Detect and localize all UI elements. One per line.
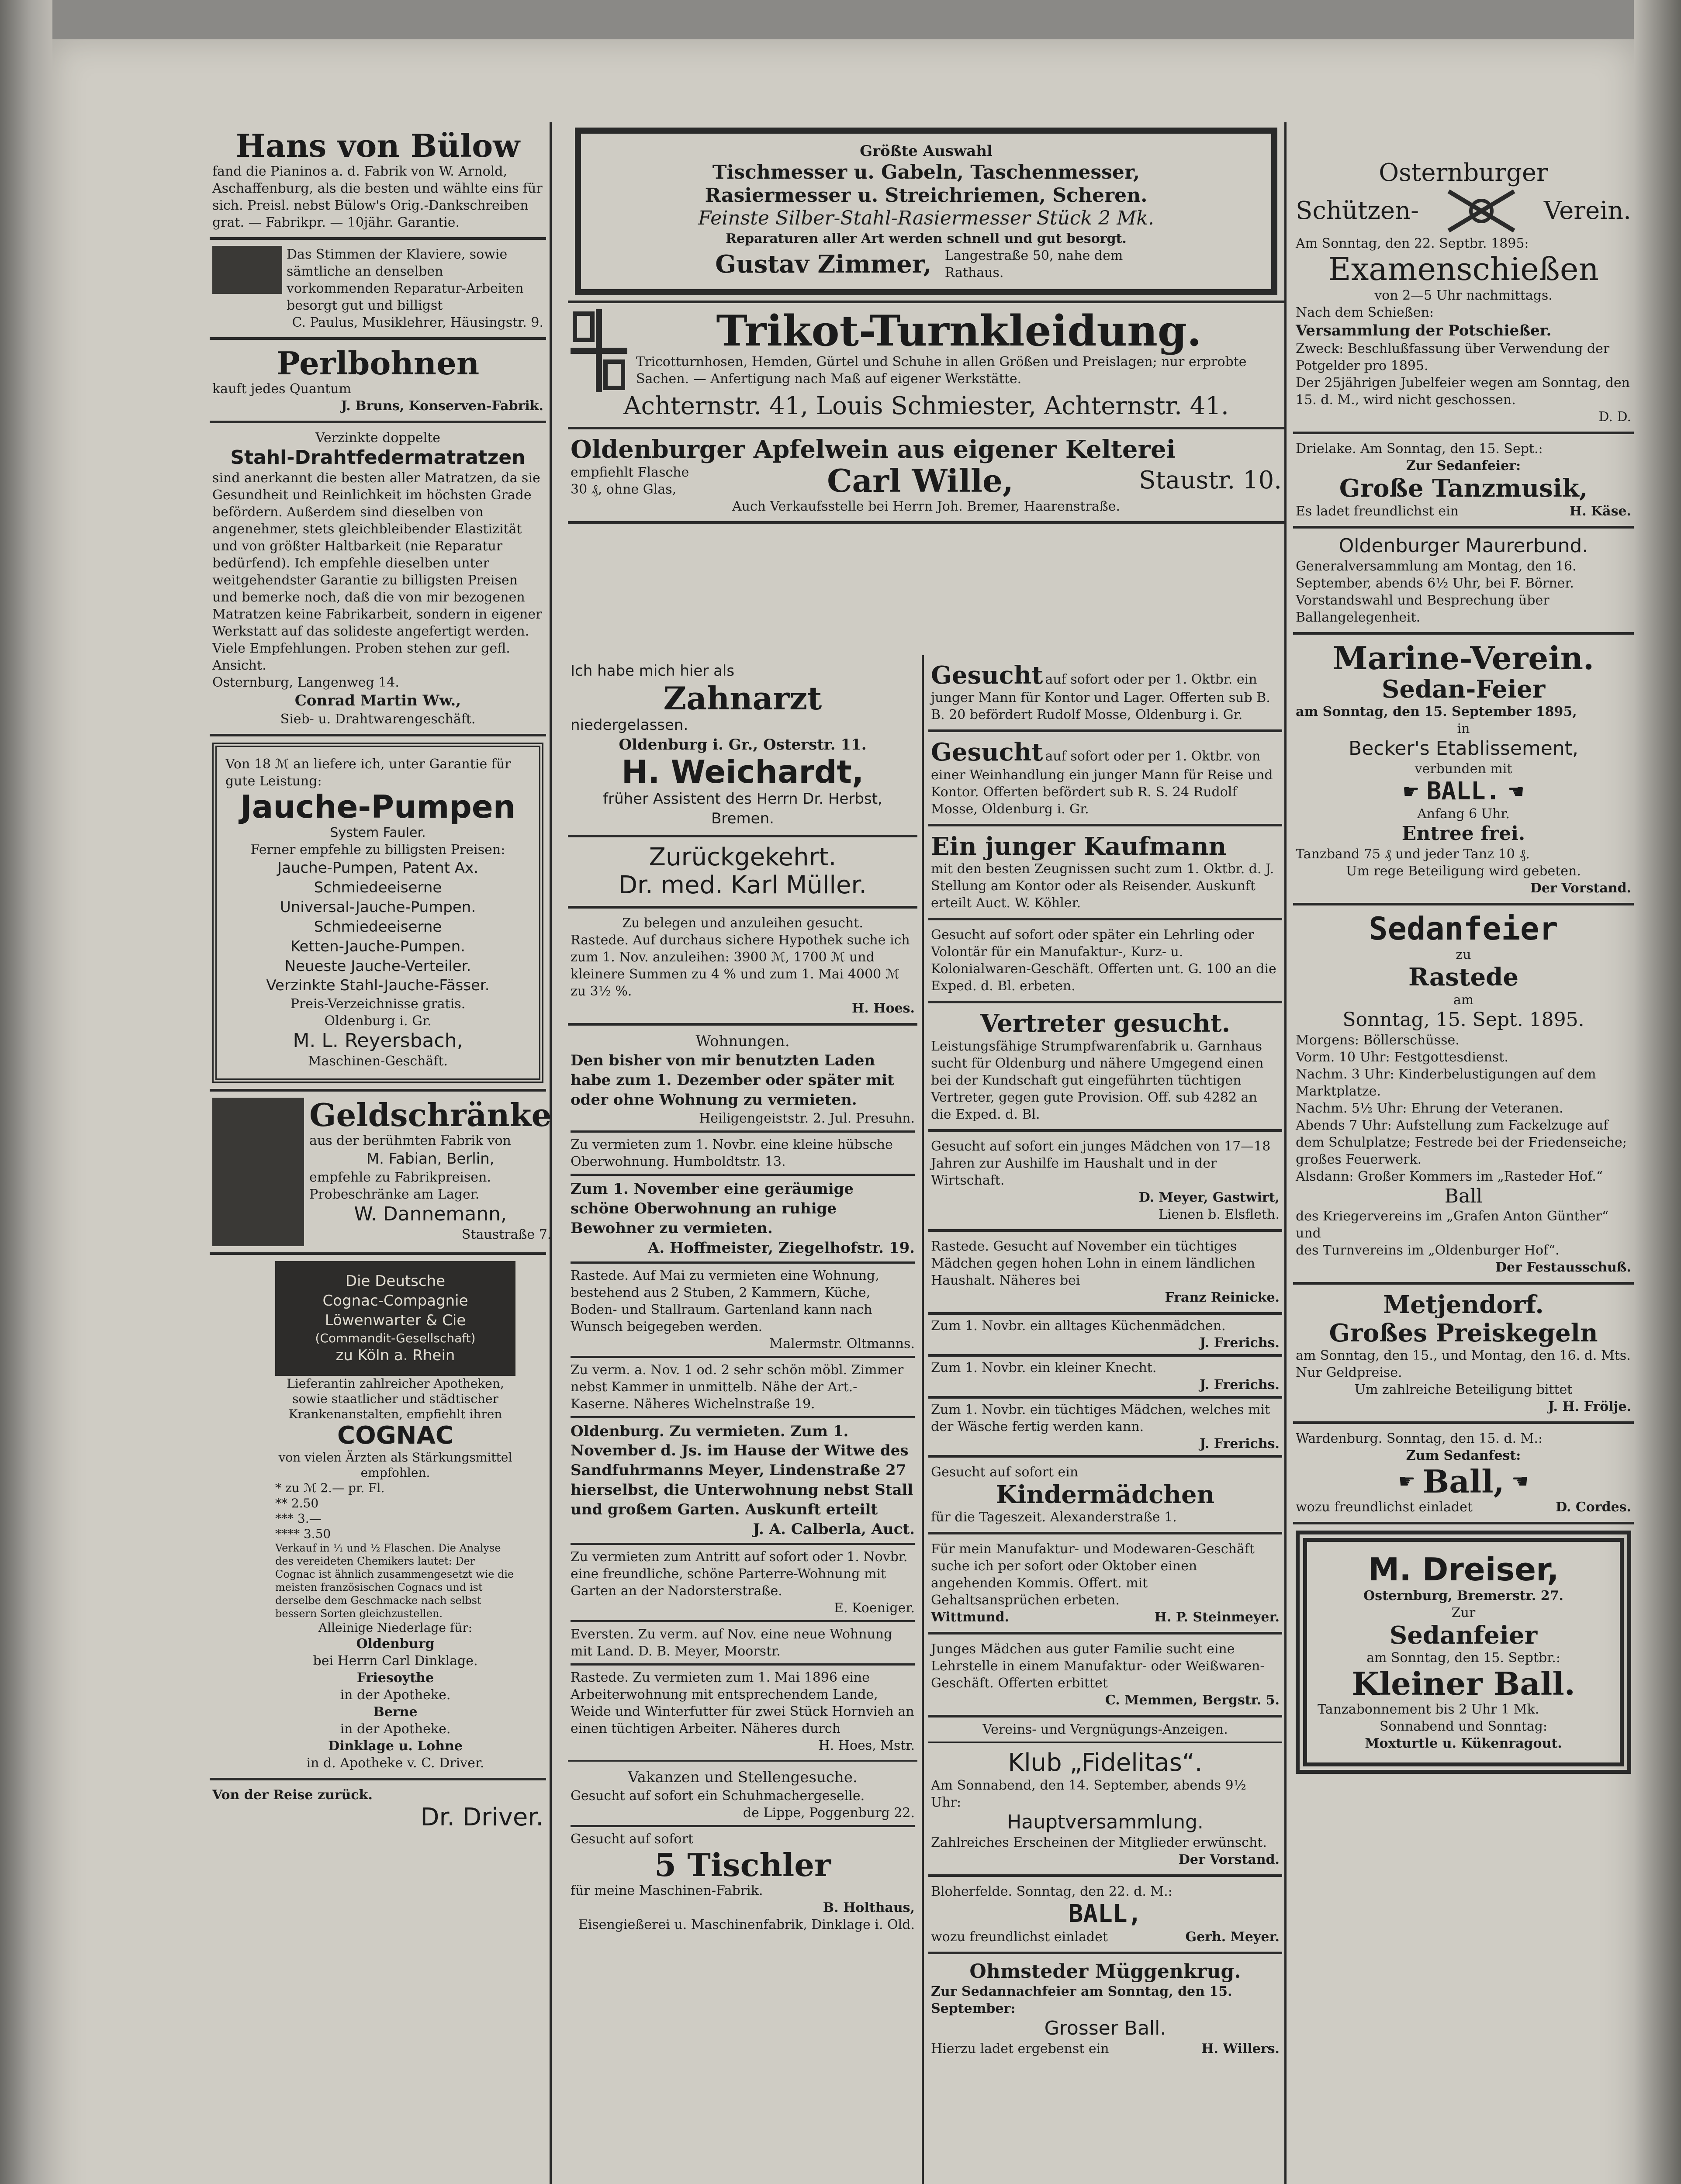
ad-entree: Entree frei. [1401, 822, 1525, 845]
ad-line: Um zahlreiche Beteiligung bittet [1354, 1382, 1573, 1398]
ad-text: fand die Pianinos a. d. Fabrik von W. Arnold, Aschaffenburg, als die besten und wählte eins für sich. Preisl. nebst Bülow's Orig.-Dankschreiben grat. — Fabrikpr. — 10jähr. Garantie. [212, 164, 543, 231]
ad-text: auf sofort oder per 1. Oktbr. ein junger Mann für Kontor und Lager. Offerten sub B. B. 20 befördert Rudolf Mosse, Oldenburg i. Gr. [931, 672, 1270, 723]
ad-apfelwein [568, 429, 1284, 524]
ad-pre: Verzinkte doppelte [315, 430, 441, 446]
ad-line: Drielake. Am Sonntag, den 15. Sept.: [1296, 441, 1543, 457]
ad-sign: J. Frerichs. [1199, 1335, 1280, 1351]
ad-sign: A. Hoffmeister, Ziegelhofstr. 19. [647, 1239, 915, 1257]
ad-sign: Franz Reinicke. [1165, 1289, 1280, 1305]
cognac-line: Lieferantin zahlreicher Apotheken, sowie staatlicher und städtischer Krankenanstalten, empfiehlt ihren [287, 1376, 504, 1421]
cognac-place: Berne [373, 1704, 418, 1720]
ad-text: Zu vermieten zum 1. Novbr. eine kleine hübsche Oberwohnung. Humboldtstr. 13. [571, 1137, 893, 1170]
ad-line: Osternburger [1379, 159, 1548, 187]
ad-line: Es ladet freundlichst ein [1296, 503, 1459, 519]
ad-title: 5 Tischler [654, 1846, 831, 1883]
ad-sign: Dr. Driver. [420, 1803, 543, 1832]
ad-text: Rastede. Gesucht auf November ein tüchtiges Mädchen gegen hohen Lohn in einem ländlichen Haushalt. Näheres bei [931, 1238, 1256, 1288]
ad-title: Gesucht [931, 661, 1043, 690]
column-1 [210, 122, 552, 1838]
ad-line: Um rege Beteiligung wird gebeten. [1346, 864, 1581, 879]
ad-title: Ball, [1422, 1463, 1505, 1500]
ad-metjendorf [1293, 1285, 1634, 1424]
ad-sign: de Lippe, Poggenburg 22. [743, 1805, 915, 1821]
cognac-price: ** 2.50 [275, 1496, 319, 1511]
section-head: Vakanzen und Stellengesuche. [628, 1768, 858, 1786]
cognac-place: Dinklage u. Lohne [328, 1738, 463, 1754]
ad-line: Versammlung der Potschießer. [1296, 321, 1552, 339]
ad-knecht [928, 1357, 1282, 1399]
ad-text: Für mein Manufaktur- und Modewaren-Geschäft suche ich per sofort oder Oktober einen angehenden Kommis. Offert. mit Gehaltsansprüchen erbeten. [931, 1541, 1255, 1608]
cognac-line: Alleinige Niederlage für: [318, 1621, 473, 1635]
ad-rastede [928, 1232, 1282, 1315]
ad-line: Zur [1451, 1605, 1476, 1621]
ad-item: Ketten-Jauche-Pumpen. [290, 937, 466, 955]
ad-line: Zur Sedanfeier: [1406, 458, 1521, 474]
ad-sign: C. Memmen, Bergstr. 5. [1105, 1692, 1280, 1708]
column-rule [1284, 122, 1287, 2184]
ad-sign: D. D. [1598, 409, 1631, 425]
safe-icon [212, 1098, 304, 1246]
ad-text: Rastede. Auf Mai zu vermieten eine Wohnung, bestehend aus 2 Stuben, 2 Kammern, Küche, Boden- und Stallraum. Gartenland kann nach Wunsch beigegeben werden. [571, 1268, 879, 1334]
ad-jauche [210, 736, 546, 1092]
crossed-rifles-icon [1444, 187, 1518, 235]
cognac-line: Die Deutsche [345, 1272, 446, 1290]
ad-text: Leistungsfähige Strumpfwarenfabrik u. Garnhaus sucht für Oldenburg und nähere Umgegend einen bei der Kundschaft gut eingeführten tüchtigen Vertreter, gegen gute Provision. Off. sub 4282 an die Exped. d. Bl. [931, 1038, 1264, 1122]
ad-sub: Sedanfeier [1389, 1621, 1538, 1650]
ad-line: niedergelassen. [571, 716, 688, 734]
ad-sub: Sieb- u. Drahtwarengeschäft. [280, 712, 476, 727]
ad-line: Bloherfelde. Sonntag, den 22. d. M.: [931, 1884, 1173, 1900]
ad-line: Nach dem Schießen: [1296, 304, 1434, 320]
ad-line: Hierzu ladet ergebenst ein [931, 2041, 1109, 2057]
ad-schuetzenverein [1293, 153, 1634, 434]
ad-text: für meine Maschinen-Fabrik. [571, 1883, 763, 1898]
ad-sign: J. A. Calberla, Auct. [753, 1520, 915, 1538]
section-head: Wohnungen. [695, 1032, 790, 1050]
ad-text: kauft jedes Quantum [212, 381, 351, 397]
column-2-top [568, 122, 1284, 524]
ad-text: Tricotturnhosen, Hemden, Gürtel und Schuhe in allen Größen und Preislagen; nur erprobte Sachen. — Anfertigung nach Maß auf eigener Werkstätte. [636, 354, 1247, 387]
ad-line: des Turnvereins im „Oldenburger Hof“. [1296, 1243, 1560, 1258]
ad-sign: H. Hoes. [851, 1000, 915, 1016]
cognac-place-text: bei Herrn Carl Dinklage. [313, 1653, 478, 1669]
ad-title: Perlbohnen [276, 345, 480, 382]
ad-sign: Der Vorstand. [1178, 1852, 1280, 1868]
ad-sign: J. Bruns, Konserven-Fabrik. [341, 398, 543, 414]
ad-line: früher Assistent des Herrn Dr. Herbst, Bremen. [603, 790, 882, 827]
ad-marine-verein [1293, 635, 1634, 906]
ad-line: Zurückgekehrt. [649, 843, 837, 871]
ad-title: Trikot-Turnkleidung. [716, 306, 1202, 356]
ad-date: Sonntag, 15. Sept. 1895. [1342, 1008, 1584, 1031]
ad-kuechenmaedchen [928, 1315, 1282, 1357]
ad-sign: M. L. Reyersbach, [293, 1030, 463, 1052]
ad-line: Schützen- [1296, 197, 1419, 225]
section-vereine [928, 1717, 1282, 1743]
ad-line: Tanzabonnement bis 2 Uhr 1 Mk. [1318, 1702, 1539, 1717]
ad-text: Oldenburg. Zu vermieten. Zum 1. November d. Js. im Hause der Witwe des Sandfuhrmanns Meyer, Lindenstraße 27 hierselbst, die Unterwohnung nebst Stall und großem Garten. Auskunft erteilt [571, 1422, 913, 1519]
ad-line: Der 25jährigen Jubelfeier wegen am Sonntag, den 15. d. M., wird nicht geschossen. [1296, 375, 1630, 408]
cognac-title: COGNAC [337, 1421, 453, 1450]
cognac-place-text: in der Apotheke. [340, 1721, 451, 1737]
ad-text: mit den besten Zeugnissen sucht zum 1. Oktbr. d. J. Stellung am Kontor oder als Reisender. Auskunft erteilt Auct. W. Köhler. [931, 861, 1274, 911]
ad-text: Zum 1. Novbr. ein alltages Küchenmädchen. [931, 1318, 1226, 1334]
ad-title: Zahnarzt [663, 679, 822, 717]
ad-line: Am Sonntag, den 22. Septbr. 1895: [1296, 236, 1529, 252]
ad-item: Verzinkte Stahl-Jauche-Fässer. [266, 977, 490, 995]
ad-sign: H. Hoes, Mstr. [818, 1738, 915, 1753]
cognac-place-text: in der Apotheke. [340, 1687, 451, 1703]
ad-line: wozu freundlichst einladet [1296, 1500, 1473, 1515]
ad-line: Verein. [1543, 197, 1631, 225]
section-head: Vereins- und Vergnügungs-Anzeigen. [982, 1721, 1228, 1737]
ad-maedchen [928, 1132, 1282, 1232]
ad-matratzen [210, 423, 546, 736]
ad-title: Ein junger Kaufmann [931, 832, 1227, 861]
ad-place: Rastede [1408, 963, 1518, 992]
ad-sign: Der Festausschuß. [1495, 1260, 1631, 1275]
turner-cross-icon [571, 309, 627, 392]
ad-text: Ferner empfehle zu billigsten Preisen: [250, 842, 505, 858]
ad-line: Dr. med. Karl Müller. [618, 871, 867, 900]
ad-sub: Eisengießerei u. Maschinenfabrik, Dinklage i. Old. [578, 1917, 915, 1932]
ad-title: Oldenburger Apfelwein aus eigener Kelterei [571, 435, 1176, 464]
pointing-hand-icon: ☛ [1402, 780, 1420, 803]
ad-kaufmann [928, 826, 1282, 920]
pointing-hand-icon: ☚ [1511, 1470, 1529, 1493]
ad-geldschraenke [210, 1092, 552, 1255]
ad-line: Zu belegen und anzuleihen gesucht. [622, 915, 863, 931]
ad-text: Eversten. Zu verm. auf Nov. eine neue Wohnung mit Land. D. B. Meyer, Moorstr. [571, 1626, 892, 1659]
ad-sign: Carl Wille, [827, 462, 1013, 500]
column-3 [928, 655, 1282, 2063]
ad-line: Rasiermesser u. Streichriemen, Scheren. [705, 184, 1148, 207]
ad-line: Alsdann: Großer Kommers im „Rasteder Hof.“ [1296, 1168, 1603, 1184]
ad-line: Osternburg, Bremerstr. 27. [1363, 1588, 1563, 1603]
ad-fidelitas [928, 1743, 1282, 1877]
ad-ohmsteder [928, 1954, 1282, 2064]
ad-system: System Fauler. [330, 825, 426, 841]
ad-sub: Sedan-Feier [1381, 674, 1546, 704]
ad-text: aus der berühmten Fabrik von [309, 1133, 511, 1149]
ad-line: Grosser Ball. [1044, 2017, 1166, 2040]
ad-vertreter [928, 1003, 1282, 1131]
ad-title: Gesucht [931, 738, 1043, 767]
ad-sign: J. Frerichs. [1199, 1436, 1280, 1451]
ad-text: empfehle zu Fabrikpreisen. Probeschränke am Lager. [309, 1170, 491, 1203]
ad-maurerbund [1293, 529, 1634, 635]
ad-kindermaedchen [928, 1458, 1282, 1534]
ad-text: Zu vermieten zum Antritt auf sofort oder 1. Novbr. eine freundliche, schöne Parterre-Wohnung mit Garten an der Nadorsterstraße. [571, 1549, 908, 1599]
ad-text: Rastede. Auf durchaus sichere Hypothek suche ich zum 1. Nov. anzuleihen: 3900 ℳ, 1700 ℳ und kleinere Summen zu 4 % und zum 1. Mai 4000 ℳ zu 3½ %. [571, 932, 910, 999]
column-rule [922, 655, 924, 2184]
ad-line: Am Sonnabend, den 14. September, abends 9½ Uhr: [931, 1778, 1246, 1811]
pointing-hand-icon: ☛ [1398, 1470, 1416, 1493]
ad-title: Oldenburger Maurerbund. [1339, 534, 1588, 557]
ad-line: Zum Sedanfest: [1406, 1448, 1521, 1464]
ad-title: Kindermädchen [996, 1480, 1215, 1509]
ad-drielake [1293, 434, 1634, 528]
ad-sign: Malermstr. Oltmanns. [769, 1336, 915, 1351]
ad-ball: BALL. [1426, 777, 1501, 806]
ad-text: empfiehlt Flasche 30 ₰, ohne Glas, [571, 464, 689, 497]
ad-zahnarzt [568, 655, 917, 837]
ad-line: am Sonntag, den 15. September 1895, [1296, 704, 1577, 720]
ad-item: Schmiedeeiserne [314, 879, 442, 897]
ad-line: Anfang 6 Uhr. [1417, 806, 1510, 822]
ad-line: Morgens: Böllerschüsse. [1296, 1032, 1460, 1048]
cognac-line: Verkauf in ⅟₁ und ½ Flaschen. Die Analyse des vereideten Chemikers lautet: Der Cognac ist ähnlich zusammengesetzt wie die meisten französischen Cognacs und ist derselbe dem Geschmacke nach selbst bessern Sorten gleichzustellen. [275, 1542, 514, 1620]
ad-sign: H. P. Steinmeyer. [1154, 1609, 1280, 1625]
ad-title: Metjendorf. [1383, 1290, 1544, 1320]
ad-sub: Großes Preiskegeln [1329, 1318, 1598, 1348]
ad-line: Vorm. 10 Uhr: Festgottesdienst. [1296, 1049, 1508, 1065]
ad-title: Große Tanzmusik, [1339, 474, 1588, 503]
ad-ball: Ball [1444, 1185, 1483, 1207]
ad-line: Nachm. 3 Uhr: Kinderbelustigungen auf dem Marktplatze. [1296, 1066, 1596, 1099]
ad-line: Ich habe mich hier als [571, 662, 735, 680]
ad-wohnungen [568, 1026, 917, 1762]
ad-sign: H. Willers. [1201, 2041, 1280, 2057]
ad-line: für die Tageszeit. Alexanderstraße 1. [931, 1509, 1177, 1525]
ad-item: Schmiedeeiserne [314, 918, 442, 936]
ad-line: Tanzband 75 ₰ und jeder Tanz 10 ₰. [1296, 847, 1530, 862]
ad-title: Ohmsteder Müggenkrug. [969, 1960, 1241, 1983]
ad-perlbohnen [210, 340, 546, 423]
ad-mueller [568, 837, 917, 909]
ad-title: Hans von Bülow [235, 127, 520, 164]
ad-title: Geldschränke [309, 1096, 552, 1134]
ad-place: Becker's Etablissement, [1349, 737, 1578, 760]
ad-title: Klub „Fidelitas“. [1008, 1748, 1203, 1777]
ad-line: Größte Auswahl [860, 142, 993, 160]
ad-vakanzen [568, 1762, 917, 1939]
ad-title: Examenschießen [1328, 251, 1599, 288]
ad-gesucht-1 [928, 655, 1282, 732]
ad-sub: Auch Verkaufsstelle bei Herrn Joh. Bremer, Haarenstraße. [732, 499, 1121, 515]
ad-line: zu [1456, 947, 1471, 963]
piano-icon [212, 246, 282, 294]
ad-zimmer [568, 122, 1284, 303]
ad-hypothek [568, 909, 917, 1026]
cognac-line: von vielen Ärzten als Stärkungsmittel empfohlen. [278, 1450, 512, 1480]
ad-text: Gesucht auf sofort ein junges Mädchen von 17—18 Jahren zur Aushilfe im Haushalt und in der Wirtschaft. [931, 1138, 1271, 1188]
ad-intro: Von 18 ℳ an liefere ich, unter Garantie für gute Leistung: [225, 757, 511, 789]
ad-sub: Staustraße 7. [461, 1227, 552, 1243]
ad-line: Zahlreiches Erscheinen der Mitglieder erwünscht. [931, 1835, 1267, 1851]
ad-buelow [210, 122, 546, 240]
ad-wardenburg [1293, 1424, 1634, 1524]
ad-item: Jauche-Pumpen, Patent Ax. [277, 859, 478, 877]
ad-text: Zum 1. Novbr. ein kleiner Knecht. [931, 1360, 1157, 1375]
ad-sign: D. Meyer, Gastwirt, [1138, 1189, 1280, 1205]
ad-sub: Maschinen-Geschäft. [308, 1054, 448, 1069]
ad-place: Oldenburg i. Gr. [324, 1013, 432, 1029]
ad-sign: J. H. Frölje. [1548, 1399, 1631, 1415]
ad-line: verbunden mit [1415, 761, 1512, 777]
ad-sign: Gerh. Meyer. [1185, 1929, 1280, 1945]
ad-sign: Gustav Zimmer, [715, 250, 932, 279]
ad-line: am Sonntag, den 15., und Montag, den 16. d. Mts. Nur Geldpreise. [1296, 1348, 1631, 1381]
ad-line: Nachm. 5½ Uhr: Ehrung der Veteranen. [1296, 1100, 1563, 1116]
ad-text: Zu verm. a. Nov. 1 od. 2 sehr schön möbl. Zimmer nebst Kammer in unmittelb. Nähe der Art.-Kaserne. Näheres Wichelnstraße 19. [571, 1362, 904, 1412]
ad-sign: H. Käse. [1569, 503, 1631, 519]
ad-lehrstelle [928, 1635, 1282, 1717]
ad-text: Den bisher von mir benutzten Laden habe zum 1. Dezember oder später mit oder ohne Wohnung zu vermieten. [571, 1052, 894, 1109]
ad-addr: Staustr. 10. [1139, 466, 1282, 495]
ad-fabian: M. Fabian, Berlin, [366, 1150, 495, 1168]
cognac-price: **** 3.50 [275, 1527, 331, 1541]
ad-title: Marine-Verein. [1332, 639, 1594, 677]
ad-addr: Langestraße 50, nahe dem Rathaus. [944, 248, 1123, 281]
ad-sign: D. Cordes. [1556, 1500, 1631, 1515]
ad-line: Feinste Silber-Stahl-Rasiermesser Stück 2 Mk. [698, 207, 1154, 230]
ad-sign: B. Holthaus, [823, 1900, 915, 1915]
ad-text: Gesucht auf sofort ein Schuhmachergeselle. [571, 1788, 865, 1804]
ad-addr: Achternstr. 41, Louis Schmiester, Achternstr. 41. [623, 392, 1229, 421]
book-edge-right [1634, 0, 1681, 2184]
ad-sign: Der Vorstand. [1530, 881, 1631, 896]
column-2 [568, 655, 917, 1939]
cognac-line: Cognac-Compagnie [322, 1292, 468, 1310]
column-4 [1293, 153, 1634, 1780]
ad-title: Stahl-Drahtfedermatratzen [230, 446, 526, 469]
ad-ball: Kleiner Ball. [1352, 1665, 1575, 1702]
ad-item: Universal-Jauche-Pumpen. [280, 898, 476, 916]
ad-modewaren [928, 1534, 1282, 1635]
ad-text: auf sofort oder per 1. Oktbr. von einer Weinhandlung ein junger Mann für Reise und Kontor. Offerten befördert sub R. S. 24 Rudolf Mosse, Oldenburg i. Gr. [931, 749, 1273, 817]
ad-text: Zum 1. Novbr. ein tüchtiges Mädchen, welches mit der Wäsche fertig werden kann. [931, 1402, 1270, 1434]
ad-gesucht-2 [928, 732, 1282, 826]
ad-sign: J. Frerichs. [1199, 1377, 1280, 1393]
ad-text: sind anerkannt die besten aller Matratzen, da sie Gesundheit und Reinlichkeit im höchsten Grade befördern. Außerdem sind dieselben von angenehmer, stets gleichbleibender Elastizität und von größter Haltbarkeit (nie Reparatur bedürfend). Ich empfehle dieselben unter weitgehendster Garantie zu billigsten Preisen und bemerke noch, daß die von mir bezogenen Matratzen keine Fabrikarbeit, sondern in eigener Werkstatt auf das solideste angefertigt werden. Viele Empfehlungen. Proben stehen zur gefl. Ansicht. [212, 470, 542, 674]
cognac-line: Löwenwarter & Cie [325, 1311, 466, 1329]
ad-sign: E. Koeniger. [834, 1600, 915, 1616]
ad-sedanfeier-rastede [1293, 905, 1634, 1285]
ad-line: Gesucht auf sofort ein [931, 1464, 1079, 1480]
ad-dreiser [1293, 1524, 1634, 1780]
ad-text: Gesucht auf sofort oder später ein Lehrling oder Volontär für ein Manufaktur-, Kurz- u. Kolonialwaren-Geschäft. Offerten unt. G. 100 an die Exped. d. Bl. erbeten. [931, 927, 1276, 994]
ad-text: Junges Mädchen aus guter Familie sucht eine Lehrstelle in einem Manufaktur- oder Weißwaren-Geschäft. Offerten erbittet [931, 1641, 1265, 1691]
cognac-place: Friesoythe [356, 1670, 434, 1686]
ad-title: Vertreter gesucht. [980, 1009, 1231, 1038]
ad-sign: H. Weichardt, [621, 753, 864, 790]
cognac-line: zu Köln a. Rhein [336, 1346, 455, 1364]
ad-line: Sonnabend und Sonntag: [1379, 1719, 1548, 1735]
ad-line: am [1453, 992, 1474, 1008]
ad-prices: Preis-Verzeichnisse gratis. [290, 996, 466, 1012]
cognac-line: (Commandit-Gesellschaft) [315, 1330, 476, 1345]
ad-line: Zur Sedannachfeier am Sonntag, den 15. September: [931, 1984, 1232, 2017]
cognac-place: Oldenburg [356, 1636, 435, 1652]
ad-line: des Kriegervereins im „Grafen Anton Günther“ und [1296, 1209, 1609, 1241]
ad-waesche [928, 1399, 1282, 1458]
ad-line: wozu freundlichst einladet [931, 1929, 1108, 1945]
ad-trikot [568, 303, 1284, 429]
ad-title: BALL, [1068, 1900, 1142, 1928]
ad-title: Jauche-Pumpen [240, 788, 515, 826]
ad-driver [210, 1780, 546, 1838]
ad-line: Wardenburg. Sonntag, den 15. d. M.: [1296, 1431, 1543, 1447]
ad-line: Zweck: Beschlußfassung über Verwendung der Potgelder pro 1895. [1296, 341, 1610, 374]
ad-line: Reparaturen aller Art werden schnell und gut besorgt. [726, 231, 1127, 247]
cognac-place-text: in d. Apotheke v. C. Driver. [306, 1755, 484, 1771]
cognac-price: * zu ℳ 2.— pr. Fl. [275, 1481, 385, 1496]
ad-sign: W. Dannemann, [354, 1203, 507, 1226]
ad-line: Abends 7 Uhr: Aufstellung zum Fackelzuge auf dem Schulplatze; Festrede bei der Friedenseiche; großes Feuerwerk. [1296, 1117, 1627, 1167]
ad-text: Gesucht auf sofort [571, 1831, 694, 1847]
cognac-price: *** 3.— [275, 1511, 322, 1526]
ad-line: Moxturtle u. Kükenragout. [1365, 1736, 1562, 1752]
ad-text: Das Stimmen der Klaviere, sowie sämtliche an denselben vorkommenden Reparatur-Arbeiten besorgt gut und billigst [287, 247, 524, 314]
ad-line: in [1457, 721, 1470, 737]
ad-title: Sedanfeier [1369, 910, 1558, 947]
ad-line: am Sonntag, den 15. Septbr.: [1366, 1650, 1560, 1666]
ad-sign: Heiligengeiststr. 2. Jul. Presuhn. [699, 1111, 915, 1127]
ad-place: Wittmund. [931, 1609, 1010, 1625]
ad-place: Osternburg, Langenweg 14. [212, 675, 399, 691]
ad-klaviere [210, 240, 546, 340]
ad-item: Neueste Jauche-Verteiler. [284, 957, 471, 975]
ad-title: M. Dreiser, [1368, 1551, 1559, 1588]
pointing-hand-icon: ☚ [1507, 780, 1525, 803]
ad-text: Rastede. Zu vermieten zum 1. Mai 1896 eine Arbeiterwohnung mit entsprechendem Lande, Weide und Winterfutter für zwei Stück Hornvieh an einen tüchtigen Arbeiter. Näheres durch [571, 1669, 914, 1736]
ad-bloherfelde [928, 1877, 1282, 1954]
ad-sub: Lienen b. Elsfleth. [1158, 1206, 1280, 1222]
ad-text: Von der Reise zurück. [212, 1787, 373, 1803]
ad-line: Tischmesser u. Gabeln, Taschenmesser, [712, 161, 1140, 183]
ad-text: Zum 1. November eine geräumige schöne Oberwohnung an ruhige Bewohner zu vermieten. [571, 1180, 854, 1237]
ad-line: Hauptversammlung. [1007, 1811, 1204, 1834]
book-edge-left [0, 0, 52, 2184]
ad-line: Oldenburg i. Gr., Osterstr. 11. [619, 736, 867, 753]
ad-sign: C. Paulus, Musiklehrer, Häusingstr. 9. [292, 315, 543, 331]
ad-lehrling [928, 920, 1282, 1003]
ad-line: von 2—5 Uhr nachmittags. [1374, 287, 1553, 303]
ad-cognac [210, 1255, 546, 1780]
ad-sign: Conrad Martin Ww., [294, 692, 461, 710]
ad-text: Generalversammlung am Montag, den 16. September, abends 6½ Uhr, bei F. Börner. Vorstandswahl und Besprechung über Ballangelegenheit. [1296, 558, 1577, 625]
